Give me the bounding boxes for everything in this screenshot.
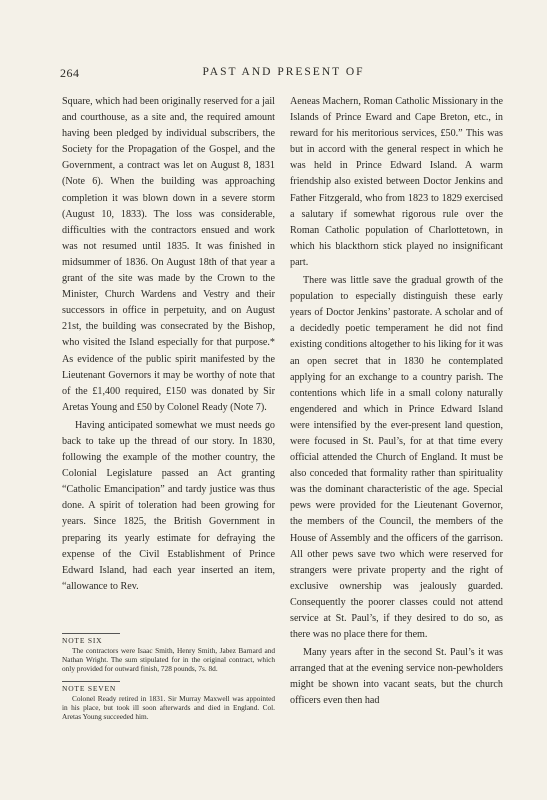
paragraph: There was little save the gradual growth of the population to especially distinguish these early years of Doctor Jenkins’ pastorate. A scholar and of a decidedly poetic temperament he did not find existing conditions altogether to his liking for it was an open secret that in 1830 he contemplated applying for an exchange to a country parish. The contentions which life in a small colony naturally engendered and which in Prince Edward Island were intensified by the ever-present land question, were focused in St. Paul’s, for at that time every official attended the Church of England. It must be also conceded that formality rather than spirituality was the dominant characteristic of the age. Special pews were provided for the Lieutenant Governor, the members of the Council, the members of the House of Assembly and the officers of the garrison. All other pews save two which were reserved for strangers were private property and the right of exclusive ownership was jealously guarded. Consequently the poorer classes could not attend service at St. Paul’s, if they desired to do so, as there was no place there for them. bbox=[290, 275, 503, 641]
footnote-seven bbox=[62, 681, 275, 721]
footnote-text: The contractors were Isaac Smith, Henry Smith, Jabez Barnard and Nathan Wright. The sum stipulated for in the original contract, which only provided for outward finish, 728 pounds, 7s. 8d. bbox=[62, 646, 275, 674]
page-number: 264 bbox=[60, 66, 80, 80]
left-column bbox=[62, 94, 275, 595]
footnote-rule bbox=[62, 681, 120, 682]
footnotes bbox=[62, 633, 275, 730]
paragraph: Aeneas Machern, Roman Catholic Missionary in the Islands of Prince Eward and Cape Breton, etc., in reward for his meritorious services, £50.” This was but in accord with the general respect in which he was held in Prince Edward Island. A warm friendship also existed between Doctor Jenkins and Father Fitzgerald, who from 1823 to 1829 exercised a salutary if somewhat rigorous rule over the Roman Catholic population of Charlottetown, in which his blackthorn stick played no insignificant part. bbox=[290, 96, 503, 268]
footnote-text: Colonel Ready retired in 1831. Sir Murray Maxwell was appointed in his place, but took ill soon afterwards and died in England. Col. Aretas Young succeeded him. bbox=[62, 694, 275, 722]
paragraph: Many years after in the second St. Paul’s it was arranged that at the evening service non-pewholders might be shown into vacant seats, but the church officers even then had bbox=[290, 647, 503, 707]
footnote-six bbox=[62, 633, 275, 673]
page-header bbox=[60, 66, 507, 82]
footnote-rule bbox=[62, 633, 120, 634]
paragraph: Having anticipated somewhat we must needs go back to take up the thread of our story. In 1830, following the example of the mother country, the Colonial Legislature passed an Act granting “Catholic Emancipation” and tardy justice was thus done. A spirit of toleration had been growing for years. Since 1825, the British Government in preparing its yearly estimate for defraying the expense of the Civil Establishment of Prince Edward Island, had each year inserted an item, “allowance to Rev. bbox=[62, 419, 275, 592]
running-title: PAST AND PRESENT OF bbox=[202, 66, 365, 78]
footnote-label: NOTE SEVEN bbox=[62, 684, 117, 694]
footnote-label: NOTE SIX bbox=[62, 636, 103, 645]
paragraph: Square, which had been originally reserved for a jail and courthouse, as a site and, the required amount having been pledged by individual subscribers, the Society for the Propagation of the Gospel, and the Government, a contract was let on August 8, 1831 (Note 6). When the building was approaching completion it was blown down in a severe storm (August 10, 1833). The loss was considerable, difficulties with the contractors ensued and work was not resumed until 1835. It was finished in midsummer of 1836. On August 18th of that year a grant of the site was made by the Crown to the Minister, Church Wardens and Vestry and their successors in office in perpetuity, and on August 21st, the building was consecrated by the Bishop, who visited the Island especially for that purpose.* As evidence of the public spirit manifested by the Lieutenant Governors it may be worthy of note that of the £1,400 required, £150 was donated by Sir Aretas Young and £50 by Colonel Ready (Note 7). bbox=[62, 96, 275, 413]
right-column bbox=[290, 94, 503, 710]
